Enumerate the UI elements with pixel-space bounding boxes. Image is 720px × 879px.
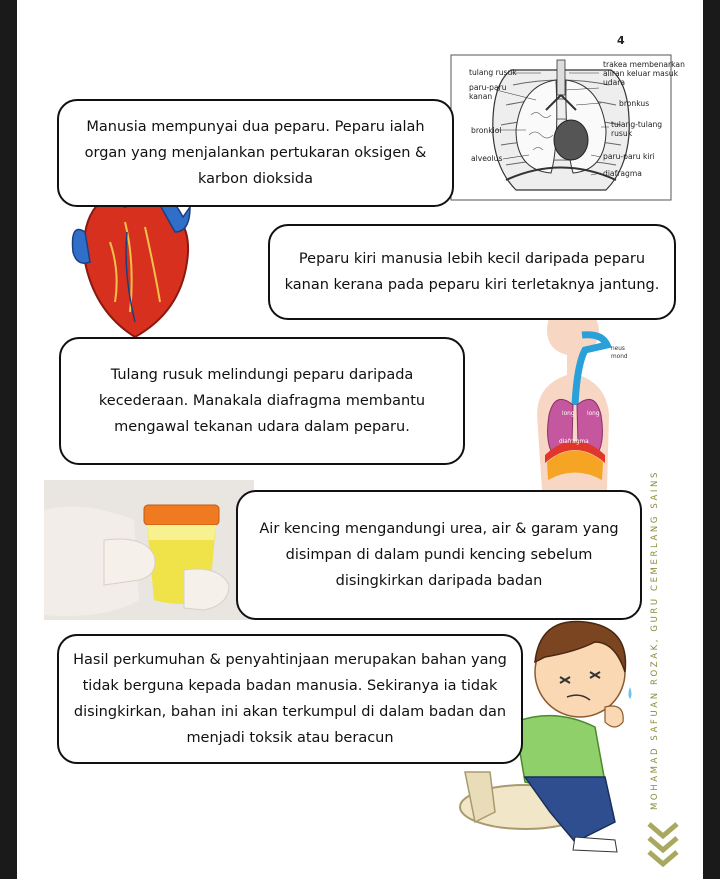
info-box-left-lung [268, 224, 676, 320]
label-long-right: long [587, 411, 600, 417]
info-box-waste [57, 634, 523, 764]
lung-anatomy-diagram [451, 55, 685, 200]
urine-sample-photo [44, 480, 254, 620]
label-trakea-1: trakea membenarkan [603, 60, 685, 69]
label-tulang-rusuk: tulang rusuk [469, 68, 517, 77]
info-text-lungs: Manusia mempunyai dua peparu. Peparu ialah organ yang menjalankan pertukaran oksigen & karbon dioksida [84, 119, 427, 187]
label-bronkus: bronkus [619, 99, 650, 108]
label-long-left: long [562, 411, 575, 417]
label-diafragma-body: diafragma [559, 439, 589, 445]
respiratory-system-illustration [507, 305, 637, 490]
document-page [17, 0, 703, 879]
page-number: 4 [617, 34, 625, 47]
chevron-down-icon [645, 820, 681, 868]
label-paru-paru-kanan-1: paru-paru [469, 83, 507, 92]
label-paru-paru-kiri: paru-paru kiri [603, 152, 655, 161]
info-text-left-lung: Peparu kiri manusia lebih kecil daripada peparu kanan kerana pada peparu kiri terletaknya jantung. [284, 251, 660, 293]
label-alveolus: alveolus [471, 154, 503, 163]
info-box-ribs [59, 337, 465, 465]
label-mond: mond [611, 354, 628, 360]
info-box-lungs [57, 99, 454, 207]
label-tulang-tulang-1: tulang-tulang [611, 120, 663, 129]
label-paru-paru-kanan-2: kanan [469, 92, 493, 101]
label-bronkiol: bronkiol [471, 126, 502, 135]
label-trakea-2: aliran keluar masuk [603, 69, 679, 78]
info-text-waste: Hasil perkumuhan & penyahtinjaan merupakan bahan yang tidak berguna kepada badan manusia. Sekiranya ia tidak disingkirkan, bahan ini akan terkumpul di dalam badan dan menjadi toksik atau beracun [73, 652, 507, 746]
label-diafragma: diafragma [603, 169, 642, 178]
label-neus: neus [611, 346, 625, 352]
info-text-ribs: Tulang rusuk melindungi peparu daripada kecederaan. Manakala diafragma membantu mengawal tekanan udara dalam peparu. [98, 367, 426, 435]
label-trakea-3: udara [603, 78, 626, 87]
author-credit-vertical [646, 440, 670, 810]
info-box-urine [236, 490, 642, 620]
info-text-urine: Air kencing mengandungi urea, air & garam yang disimpan di dalam pundi kencing sebelum disingkirkan daripada badan [259, 521, 619, 589]
label-tulang-tulang-2: rusuk [611, 129, 633, 138]
author-credit-text: MOHAMAD SAFUAN ROZAK, GURU CEMERLANG SAINS [650, 470, 660, 810]
